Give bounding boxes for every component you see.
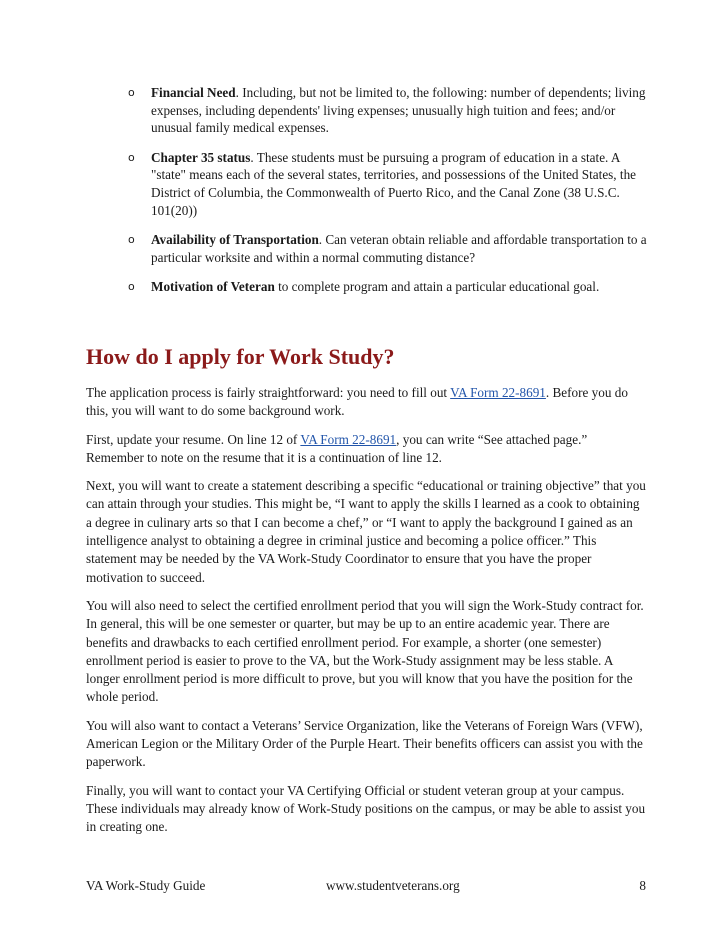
bullet-marker: o <box>128 233 135 247</box>
paragraph-text: The application process is fairly straightforward: you need to fill out <box>86 385 451 400</box>
footer-title: VA Work-Study Guide <box>86 878 206 893</box>
paragraph: You will also need to select the certified enrollment period that you will sign the Work-Study contract for. In general, this will be one semester or quarter, but may be up to an entire academic year. There are benefits and drawbacks to each certified enrollment period. For example, a shorter (one semester) enrollment period is easier to prove to the VA, but the Work-Study assignment may be less stable. A longer enrollment period is more difficult to prove, but you will know that you have the position for the whole period. <box>86 597 644 705</box>
item-text: . Can veteran obtain reliable and affordable transportation to a particular worksite and within a normal commuting distance? <box>151 232 647 265</box>
list-item <box>128 278 648 296</box>
paragraph: Next, you will want to create a statement describing a specific “educational or training objective” that you can attain through your studies. This might be, “I want to apply the skills I learned as a cook to obtaining a degree in culinary arts so that I can become a chef,” or “I want to apply the background I gained as an intelligence analyst to obtaining a degree in criminal justice and becoming a police officer.” This statement may be needed by the VA Work-Study Coordinator to ensure that you have the proper motivation to succeed. <box>86 478 646 585</box>
paragraph <box>86 384 648 421</box>
paragraph <box>86 431 648 468</box>
item-title: Motivation of Veteran <box>151 279 275 295</box>
item-text: . These students must be pursuing a program of education in a state. A "state" means each of the several states, territories, and possessions of the United States, the District of Columbia, the Commonwealth of Puerto Rico, and the Canal Zone (38 U.S.C. 101(20)) <box>151 149 637 218</box>
item-title: Financial Need <box>151 85 236 100</box>
section-body <box>86 384 648 847</box>
bullet-marker: o <box>128 86 135 99</box>
va-form-link[interactable]: VA Form 22-8691 <box>300 431 397 447</box>
paragraph: You will also want to contact a Veterans’ Service Organization, like the Veterans of Foreign Wars (VFW), American Legion or the Military Order of the Purple Heart. Their benefits officers can assist you with the paperwork. <box>86 717 643 770</box>
bullet-marker: o <box>128 150 135 164</box>
page-number: 8 <box>639 878 646 893</box>
footer-url: www.studentveterans.org <box>326 878 460 893</box>
item-title: Availability of Transportation <box>151 232 319 248</box>
item-title: Chapter 35 status <box>151 149 251 165</box>
paragraph-text: , you can write “See attached page.” Remember to note on the resume that it is a continuation of line 12. <box>86 431 588 465</box>
list-item <box>128 149 648 219</box>
item-text: to complete program and attain a particular educational goal. <box>274 279 600 295</box>
list-item <box>128 231 648 266</box>
criteria-list <box>128 84 648 308</box>
va-form-link[interactable]: VA Form 22-8691 <box>450 385 546 400</box>
bullet-marker: o <box>128 280 135 294</box>
paragraph: Finally, you will want to contact your VA Certifying Official or student veteran group at your campus. These individuals may already know of Work-Study positions on the campus, or may be able to assist you in creating one. <box>86 782 646 835</box>
list-item <box>128 84 648 137</box>
paragraph-text: First, update your resume. On line 12 of <box>86 431 301 447</box>
paragraph-text: . Before you do this, you will want to do some background work. <box>86 385 628 419</box>
item-text: . Including, but not be limited to, the following: number of dependents; living expenses, including dependents' living expenses; unusually high tuition and fees; and/or unusual family medical expenses. <box>151 85 646 136</box>
section-heading: How do I apply for Work Study? <box>86 344 395 369</box>
